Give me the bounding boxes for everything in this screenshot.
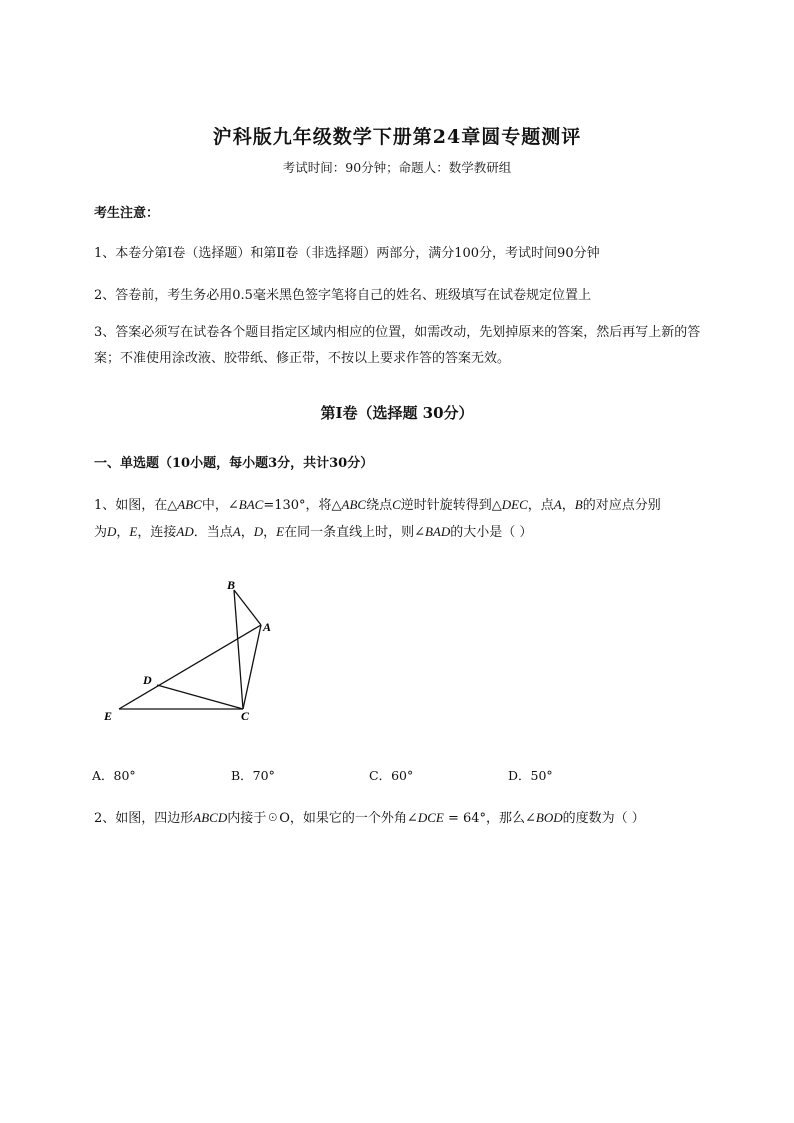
label-a: A [263, 620, 272, 634]
label-b: B [227, 578, 236, 592]
question-1-line-2: 为D，E，连接AD．当点A，D，E在同一条直线上时，则∠BAD的大小是（ ） [94, 524, 533, 540]
page-title: 沪科版九年级数学下册第24章圆专题测评 [212, 126, 582, 148]
notice-heading: 考生注意： [94, 206, 160, 221]
label-e: E [104, 709, 113, 723]
segment-bc [234, 590, 243, 709]
label-c: C [241, 709, 250, 723]
question-1-option-a[interactable]: A．80° [92, 768, 136, 783]
segment-ac [243, 625, 261, 709]
segment-ba [234, 590, 261, 625]
part-title: 一、单选题（10小题，每小题3分，共计30分） [94, 456, 374, 471]
question-1-figure [95, 572, 295, 732]
question-2: 2、如图，四边形ABCD内接于☉O，如果它的一个外角∠DCE = 64°，那么∠BOD的度数为（ ） [94, 810, 645, 826]
segment-dc [157, 685, 243, 709]
question-1-option-d[interactable]: D．50° [508, 768, 553, 783]
question-1-line-1: 1、如图，在△ABC中，∠BAC=130°，将△ABC绕点C逆时针旋转得到△DEC，点A，B的对应点分别 [94, 497, 661, 513]
notice-item-2: 2、答卷前，考生务必用0.5毫米黑色签字笔将自己的姓名、班级填写在试卷规定位置上 [94, 288, 591, 303]
label-d: D [143, 673, 152, 687]
notice-item-1: 1、本卷分第I卷（选择题）和第Ⅱ卷（非选择题）两部分，满分100分，考试时间90分钟 [94, 246, 600, 261]
question-1-option-b[interactable]: B．70° [231, 768, 275, 783]
question-1-option-c[interactable]: C．60° [369, 768, 414, 783]
notice-item-3: 3、答案必须写在试卷各个题目指定区域内相应的位置，如需改动，先划掉原来的答案，然后再写上新的答案；不准使用涂改液、胶带纸、修正带，不按以上要求作答的答案无效。 [94, 325, 701, 366]
exam-info: 考试时间：90分钟；命题人：数学教研组 [282, 160, 512, 175]
section-title: 第I卷（选择题 30分） [320, 404, 474, 422]
